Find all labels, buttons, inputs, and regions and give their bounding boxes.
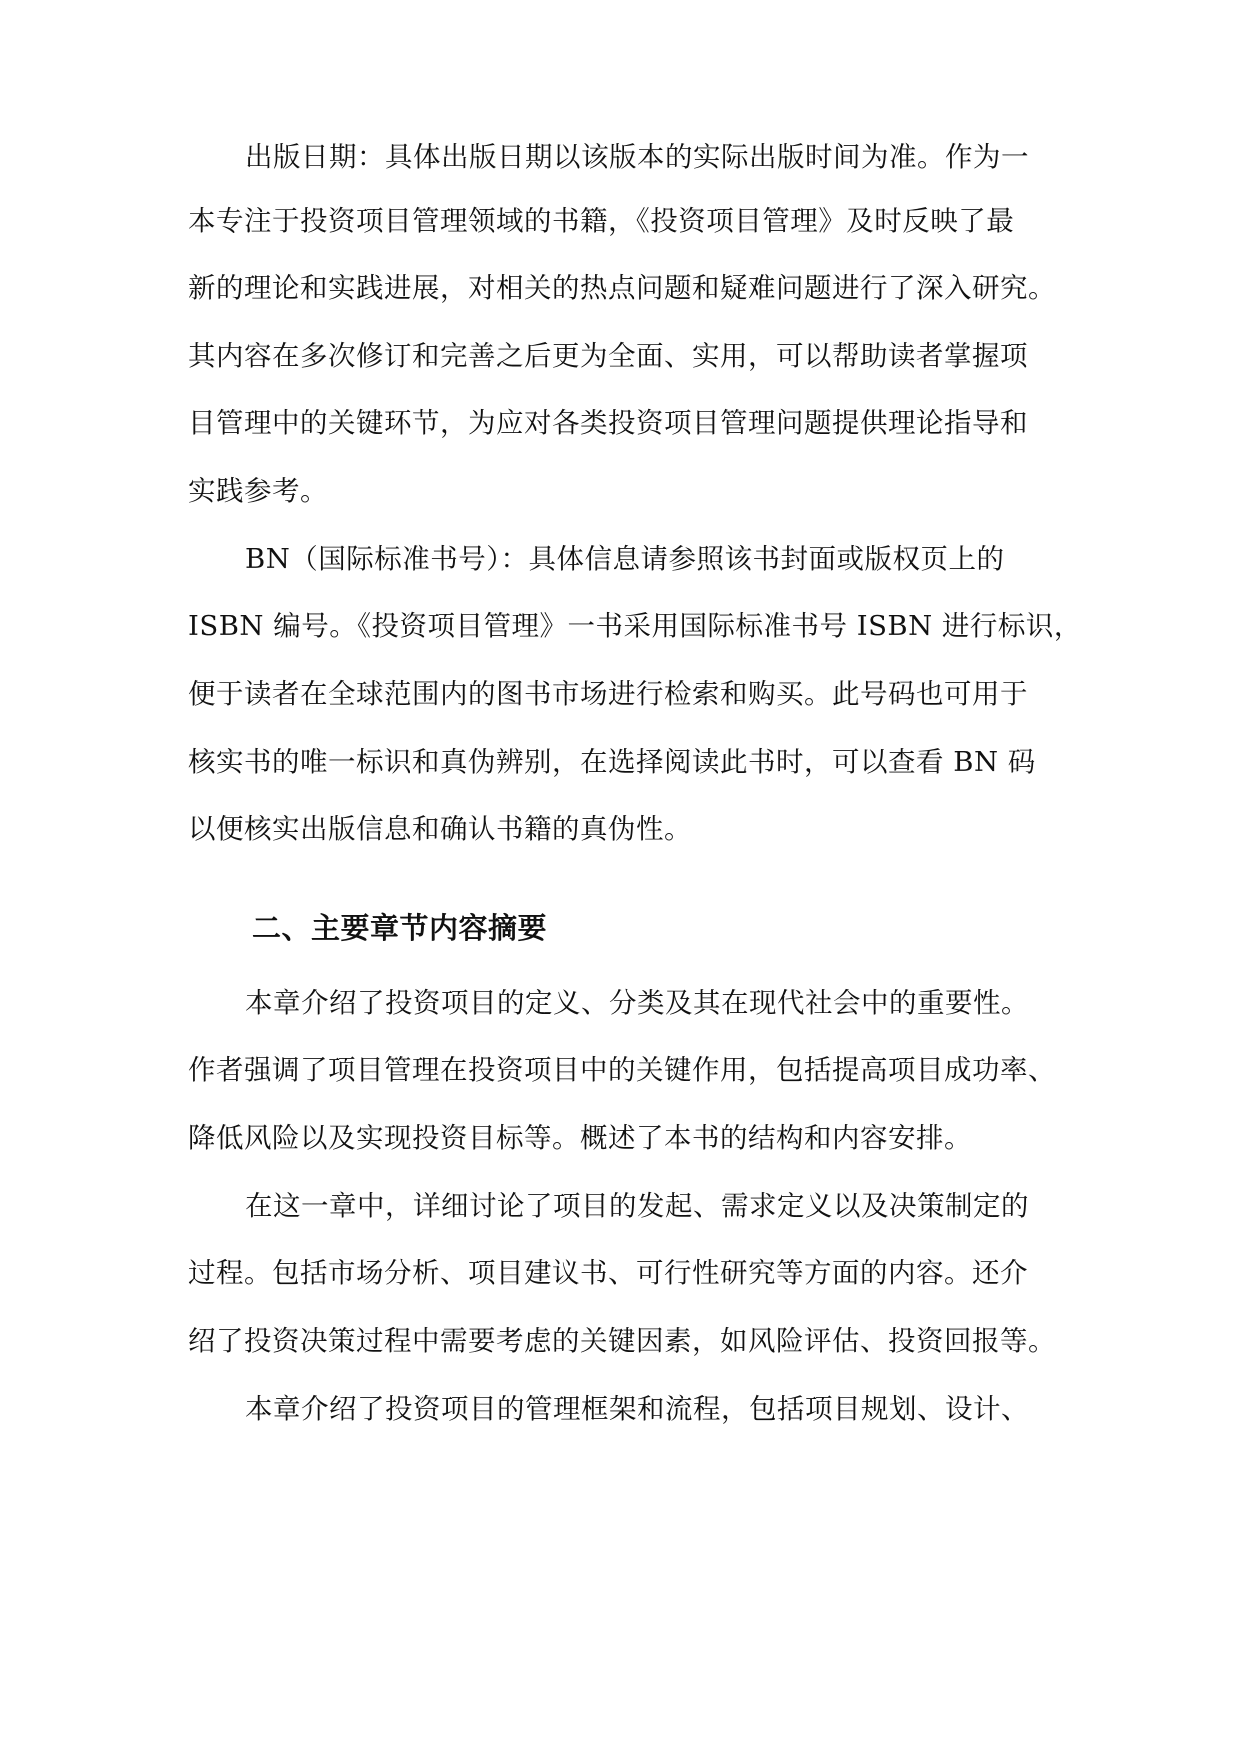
text-line: 实践参考。 — [188, 475, 328, 507]
text-line: 过程。包括市场分析、项目建议书、可行性研究等方面的内容。还介 — [188, 1257, 1028, 1289]
text-line: 出版日期：具体出版日期以该版本的实际出版时间为准。作为一 — [245, 141, 1029, 173]
text-line: 绍了投资决策过程中需要考虑的关键因素，如风险评估、投资回报等。 — [188, 1325, 1056, 1357]
text-line: BN（国际标准书号）：具体信息请参照该书封面或版权页上的 — [245, 543, 1005, 575]
section-heading: 二、主要章节内容摘要 — [252, 911, 548, 945]
text-line: 降低风险以及实现投资目标等。概述了本书的结构和内容安排。 — [188, 1122, 972, 1154]
text-line: 本章介绍了投资项目的管理框架和流程，包括项目规划、设计、 — [245, 1393, 1029, 1425]
text-line: 新的理论和实践进展，对相关的热点问题和疑难问题进行了深入研究。 — [188, 272, 1056, 304]
text-line: 以便核实出版信息和确认书籍的真伪性。 — [188, 813, 692, 845]
text-line: 目管理中的关键环节，为应对各类投资项目管理问题提供理论指导和 — [188, 407, 1028, 439]
text-line: 在这一章中，详细讨论了项目的发起、需求定义以及决策制定的 — [245, 1190, 1029, 1222]
text-line: ISBN 编号。《投资项目管理》一书采用国际标准书号 ISBN 进行标识， — [188, 610, 1082, 642]
text-line: 核实书的唯一标识和真伪辨别，在选择阅读此书时，可以查看 BN 码 — [188, 746, 1036, 778]
text-line: 便于读者在全球范围内的图书市场进行检索和购买。此号码也可用于 — [188, 678, 1028, 710]
text-line: 本专注于投资项目管理领域的书籍，《投资项目管理》及时反映了最 — [188, 205, 1015, 237]
text-line: 其内容在多次修订和完善之后更为全面、实用，可以帮助读者掌握项 — [188, 340, 1028, 372]
text-line: 作者强调了项目管理在投资项目中的关键作用，包括提高项目成功率、 — [188, 1054, 1056, 1086]
text-line: 本章介绍了投资项目的定义、分类及其在现代社会中的重要性。 — [245, 987, 1029, 1019]
